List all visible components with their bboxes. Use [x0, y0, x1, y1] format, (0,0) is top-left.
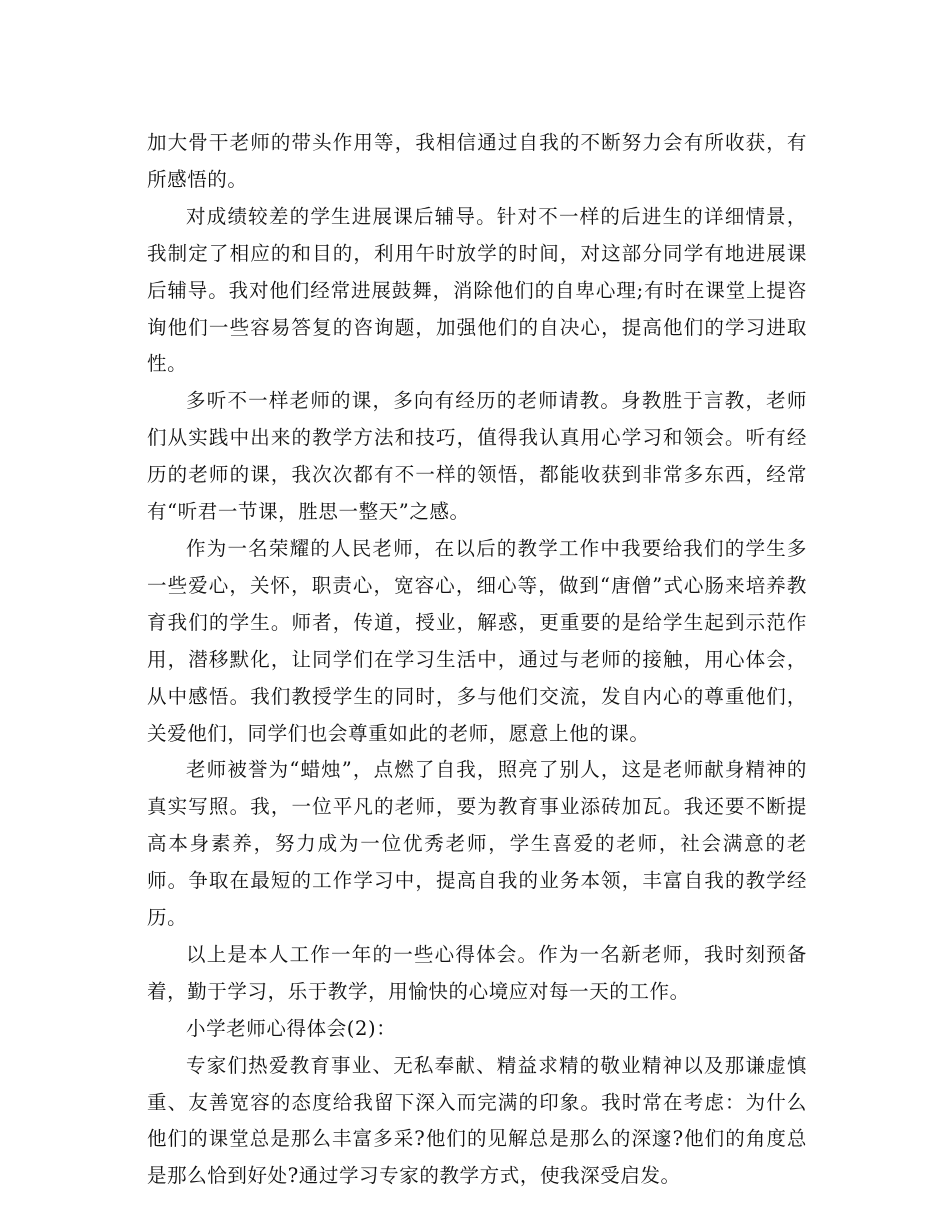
paragraph-summary: 以上是本人工作一年的一些心得体会。作为一名新老师，我时刻预备着，勤于学习，乐于教学，用愉快的心境应对每一天的工作。	[147, 942, 807, 1003]
paragraph-observing-classes: 多听不一样老师的课，多向有经历的老师请教。身教胜于言教，老师们从实践中出来的教学方法和技巧，值得我认真用心学习和领会。听有经历的老师的课，我次次都有不一样的领悟，都能收获到非常多东西，经常有“听君一节课，胜思一整天”之感。	[147, 389, 807, 524]
paragraph-experts: 专家们热爱教育事业、无私奉献、精益求精的敬业精神以及那谦虚慎重、友善宽容的态度给我留下深入而完满的印象。我时常在考虑：为什么他们的课堂总是那么丰富多采?他们的见解总是那么的深邃?他们的角度总是那么恰到好处?通过学习专家的教学方式，使我深受启发。	[147, 1053, 807, 1188]
paragraph-teacher-role: 作为一名荣耀的人民老师，在以后的教学工作中我要给我们的学生多一些爱心，关怀，职责心，宽容心，细心等，做到“唐僧”式心肠来培养教育我们的学生。师者，传道，授业，解惑，更重要的是给学生起到示范作用，潜移默化，让同学们在学习生活中，通过与老师的接触，用心体会，从中感悟。我们教授学生的同时，多与他们交流，发自内心的尊重他们，关爱他们，同学们也会尊重如此的老师，愿意上他的课。	[147, 536, 807, 745]
section-heading: 小学老师心得体会(2)：	[186, 1016, 397, 1040]
document-body	[147, 125, 807, 1195]
paragraph-continuation: 加大骨干老师的带头作用等，我相信通过自我的不断努力会有所收获，有所感悟的。	[147, 131, 807, 191]
paragraph-tutoring: 对成绩较差的学生进展课后辅导。针对不一样的后进生的详细情景，我制定了相应的和目的，利用午时放学的时间，对这部分同学有地进展课后辅导。我对他们经常进展鼓舞，消除他们的自卑心理;有时在课堂上提咨询他们一些容易答复的咨询题，加强他们的自决心，提高他们的学习进取性。	[147, 204, 807, 376]
paragraph-candle: 老师被誉为“蜡烛”，点燃了自我，照亮了别人，这是老师献身精神的真实写照。我，一位平凡的老师，要为教育事业添砖加瓦。我还要不断提高本身素养，努力成为一位优秀老师，学生喜爱的老师，社会满意的老师。争取在最短的工作学习中，提高自我的业务本领，丰富自我的教学经历。	[147, 758, 807, 930]
